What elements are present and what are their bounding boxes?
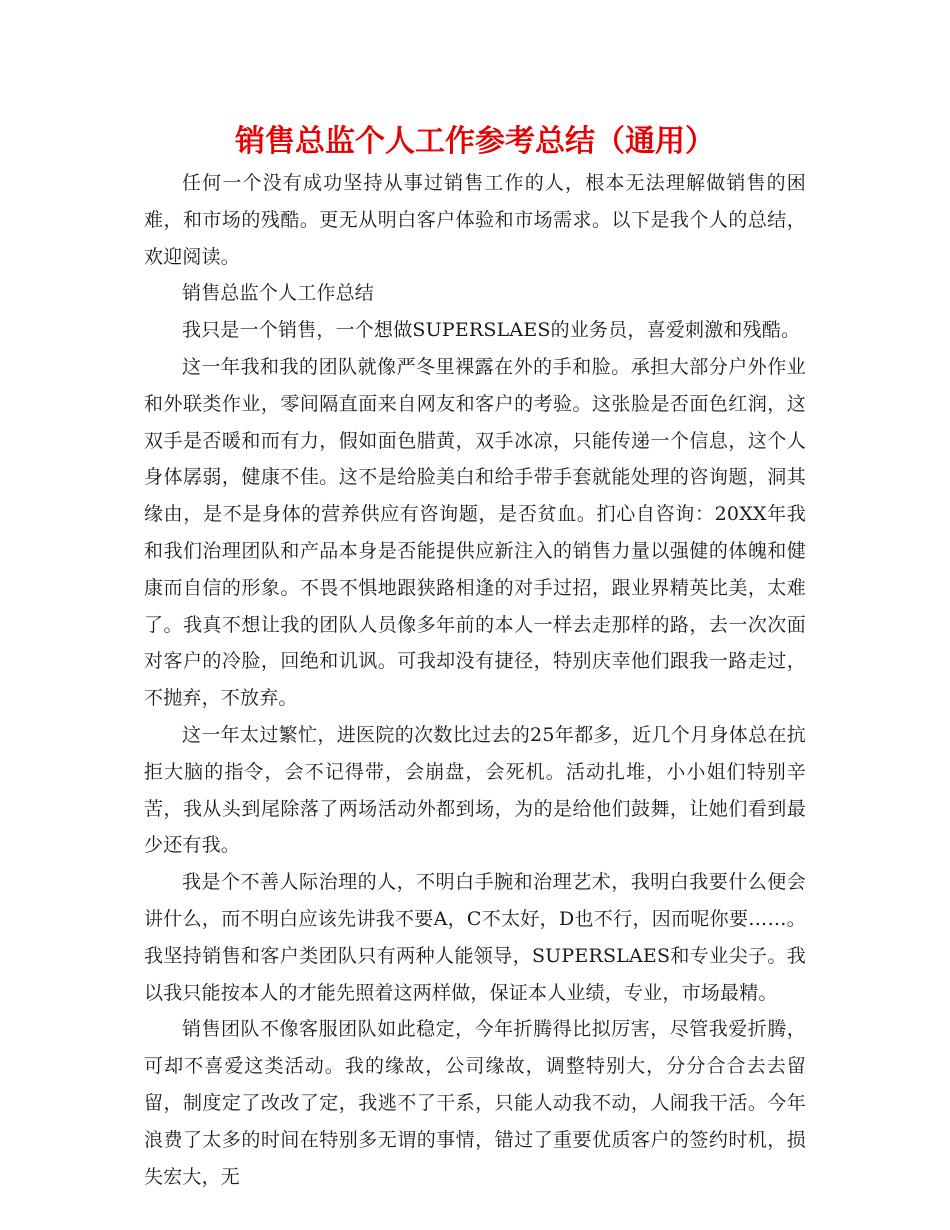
body-paragraph: 销售团队不像客服团队如此稳定，今年折腾得比拟厉害，尽管我爱折腾，可却不喜爱这类活动。我的缘故，公司缘故，调整特别大，分分合合去去留留，制度定了改改了定，我逃不了干系，只能人动我不动，人闹我干活。今年浪费了太多的时间在特别多无谓的事情，错过了重要优质客户的签约时机，损失宏大，无 <box>144 1018 806 1188</box>
section-heading: 销售总监个人工作总结 <box>182 282 375 305</box>
body-paragraph: 我是个不善人际治理的人，不明白手腕和治理艺术，我明白我要什么便会讲什么，而不明白应该先讲我不要A，C不太好，D也不行，因而呢你要……。我坚持销售和客户类团队只有两种人能领导，SUPERSLAES和专业尖子。我以我只能按本人的才能先照着这两样做，保证本人业绩，专业，市场最精。 <box>144 871 806 1004</box>
intro-paragraph: 任何一个没有成功坚持从事过销售工作的人，根本无法理解做销售的困难，和市场的残酷。更无从明白客户体验和市场需求。以下是我个人的总结，欢迎阅读。 <box>144 172 806 268</box>
document-body <box>144 165 806 1195</box>
body-paragraph: 这一年太过繁忙，进医院的次数比过去的25年都多，近几个月身体总在抗拒大脑的指令，会不记得带，会崩盘，会死机。活动扎堆，小小姐们特别辛苦，我从头到尾除落了两场活动外都到场，为的是给他们鼓舞，让她们看到最少还有我。 <box>144 723 806 857</box>
document-title: 销售总监个人工作参考总结（通用） <box>235 124 715 159</box>
body-paragraph: 这一年我和我的团队就像严冬里裸露在外的手和脸。承担大部分户外作业和外联类作业，零间隔直面来自网友和客户的考验。这张脸是否面色红润，这双手是否暖和而有力，假如面色腊黄，双手冰凉，只能传递一个信息，这个人身体孱弱，健康不佳。这不是给脸美白和给手带手套就能处理的咨询题，洞其缘由，是不是身体的营养供应有咨询题，是否贫血。扪心自咨询：20XX年我和我们治理团队和产品本身是否能提供应新注入的销售力量以强健的体魄和健康而自信的形象。不畏不惧地跟狭路相逢的对手过招，跟业界精英比美，太难了。我真不想让我的团队人员像多年前的本人一样去走那样的路，去一次次面对客户的冷脸，回绝和讥讽。可我却没有捷径，特别庆幸他们跟我一路走过，不抛弃，不放弃。 <box>144 355 806 710</box>
body-paragraph: 我只是一个销售，一个想做SUPERSLAES的业务员，喜爱刺激和残酷。 <box>182 319 801 342</box>
